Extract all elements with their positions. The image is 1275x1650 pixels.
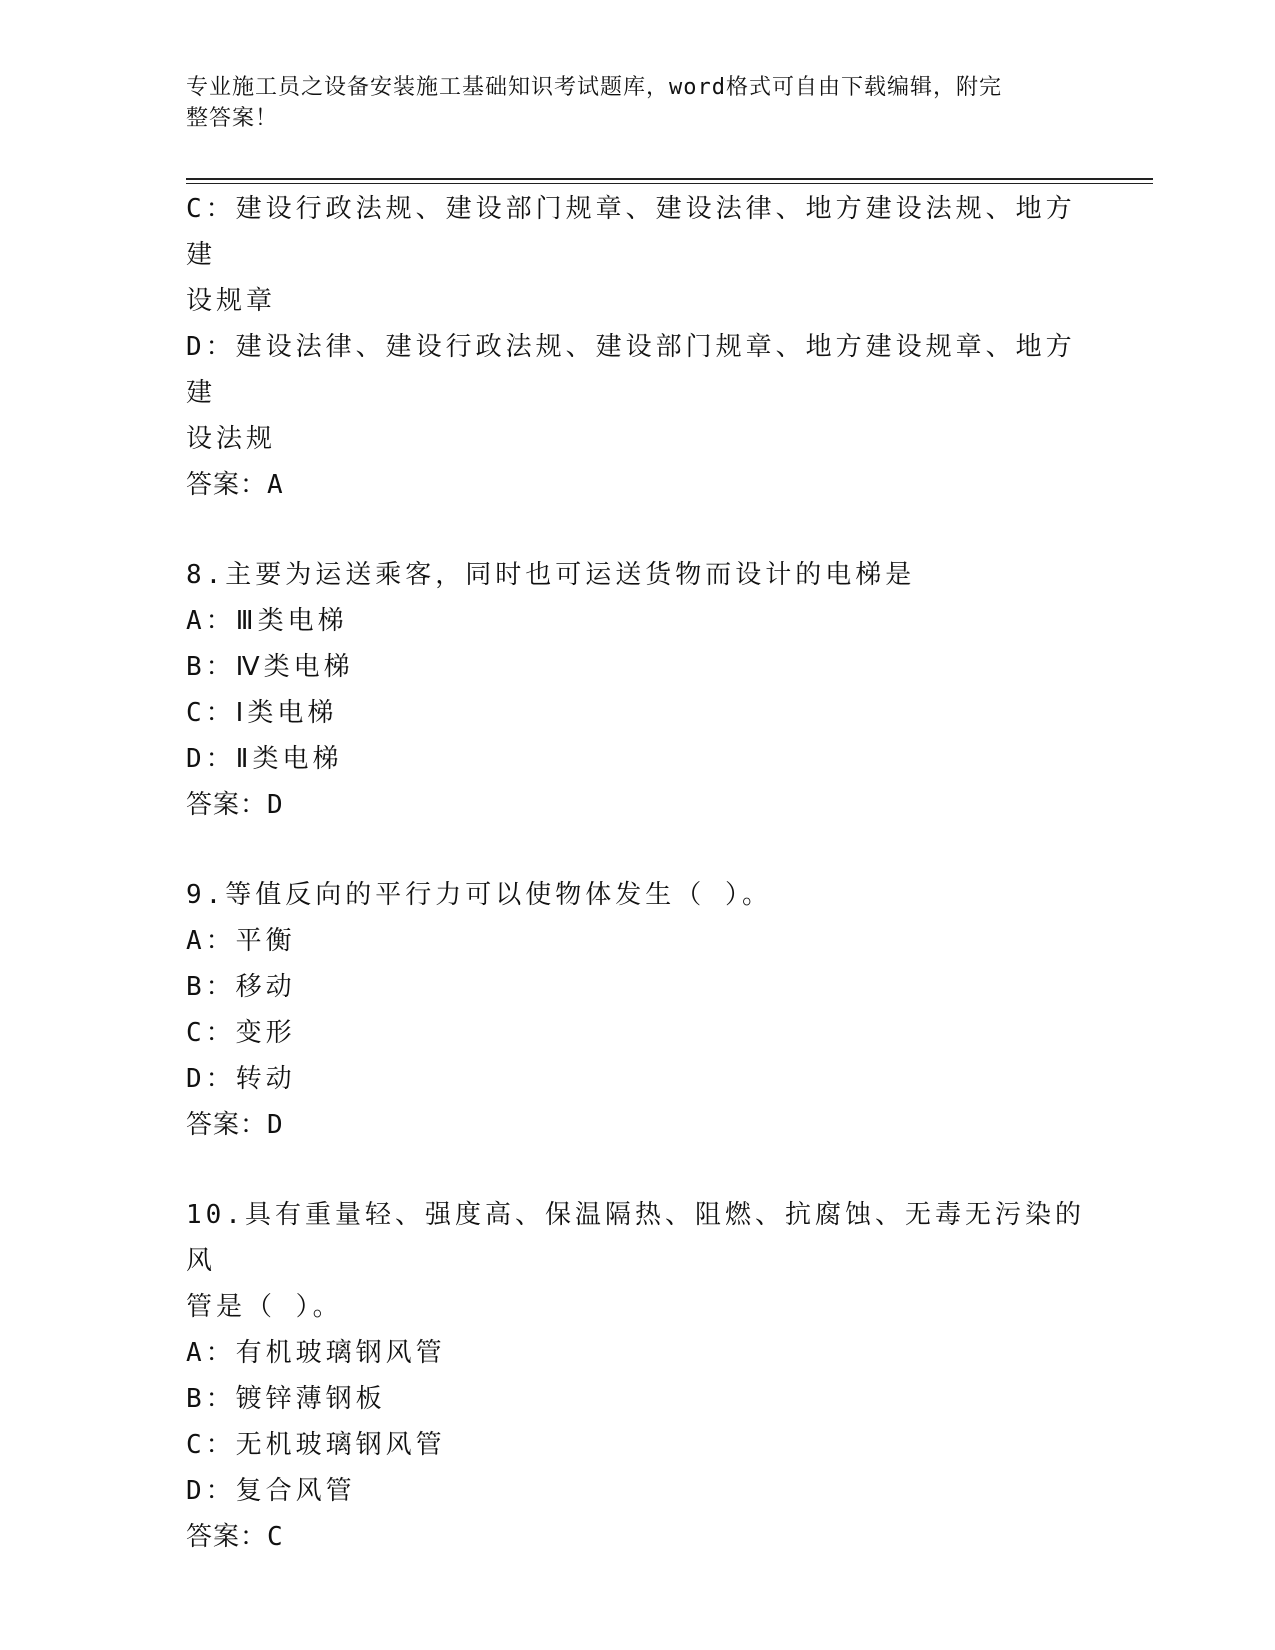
question-spacer xyxy=(186,508,1086,552)
option-d-line-1: D：建设法律、建设行政法规、建设部门规章、地方建设规章、地方建 xyxy=(186,332,1076,408)
option-d: D：转动 xyxy=(186,1064,296,1094)
question-spacer xyxy=(186,1148,1086,1192)
option-d: D：复合风管 xyxy=(186,1476,356,1506)
option-d: D：Ⅱ类电梯 xyxy=(186,744,343,774)
header-line-1: 专业施工员之设备安装施工基础知识考试题库，word格式可自由下载编辑，附完 xyxy=(186,75,1002,100)
question-block-10 xyxy=(186,1192,1086,1560)
question-block-7 xyxy=(186,186,1086,508)
answer-label: 答案： xyxy=(186,1110,268,1140)
question-stem-line-2: 管是（ ）。 xyxy=(186,1292,343,1322)
option-c-line-2: 设规章 xyxy=(186,286,277,316)
option-d-line-2: 设法规 xyxy=(186,424,277,454)
question-stem: 9.等值反向的平行力可以使物体发生（ ）。 xyxy=(186,880,772,910)
answer-line xyxy=(186,782,1086,828)
option-b: B：移动 xyxy=(186,972,296,1002)
option-b: B：Ⅳ类电梯 xyxy=(186,652,354,682)
option-c-line-1: C：建设行政法规、建设部门规章、建设法律、地方建设法规、地方建 xyxy=(186,194,1076,270)
answer-value: C xyxy=(267,1522,284,1552)
answer-label: 答案： xyxy=(186,1522,268,1552)
option-b: B：镀锌薄钢板 xyxy=(186,1384,386,1414)
answer-label: 答案： xyxy=(186,790,268,820)
question-content xyxy=(186,186,1086,1560)
answer-value: D xyxy=(267,790,284,820)
option-a: A：Ⅲ类电梯 xyxy=(186,606,348,636)
question-spacer xyxy=(186,828,1086,872)
header-divider-thin xyxy=(186,183,1153,184)
answer-line xyxy=(186,462,1086,508)
document-header xyxy=(186,72,1066,134)
answer-label: 答案： xyxy=(186,470,268,500)
option-a: A：平衡 xyxy=(186,926,296,956)
header-divider-thick xyxy=(186,178,1153,180)
answer-line xyxy=(186,1102,1086,1148)
option-c: C：Ⅰ类电梯 xyxy=(186,698,338,728)
option-c: C：无机玻璃钢风管 xyxy=(186,1430,446,1460)
question-stem-line-1: 10.具有重量轻、强度高、保温隔热、阻燃、抗腐蚀、无毒无污染的风 xyxy=(186,1200,1085,1276)
answer-line xyxy=(186,1514,1086,1560)
option-a: A：有机玻璃钢风管 xyxy=(186,1338,446,1368)
answer-value: D xyxy=(267,1110,284,1140)
answer-value: A xyxy=(267,470,284,500)
option-c: C：变形 xyxy=(186,1018,296,1048)
question-block-9 xyxy=(186,872,1086,1148)
question-block-8 xyxy=(186,552,1086,828)
header-line-2: 整答案！ xyxy=(186,106,279,131)
question-stem: 8.主要为运送乘客，同时也可运送货物而设计的电梯是 xyxy=(186,560,916,590)
